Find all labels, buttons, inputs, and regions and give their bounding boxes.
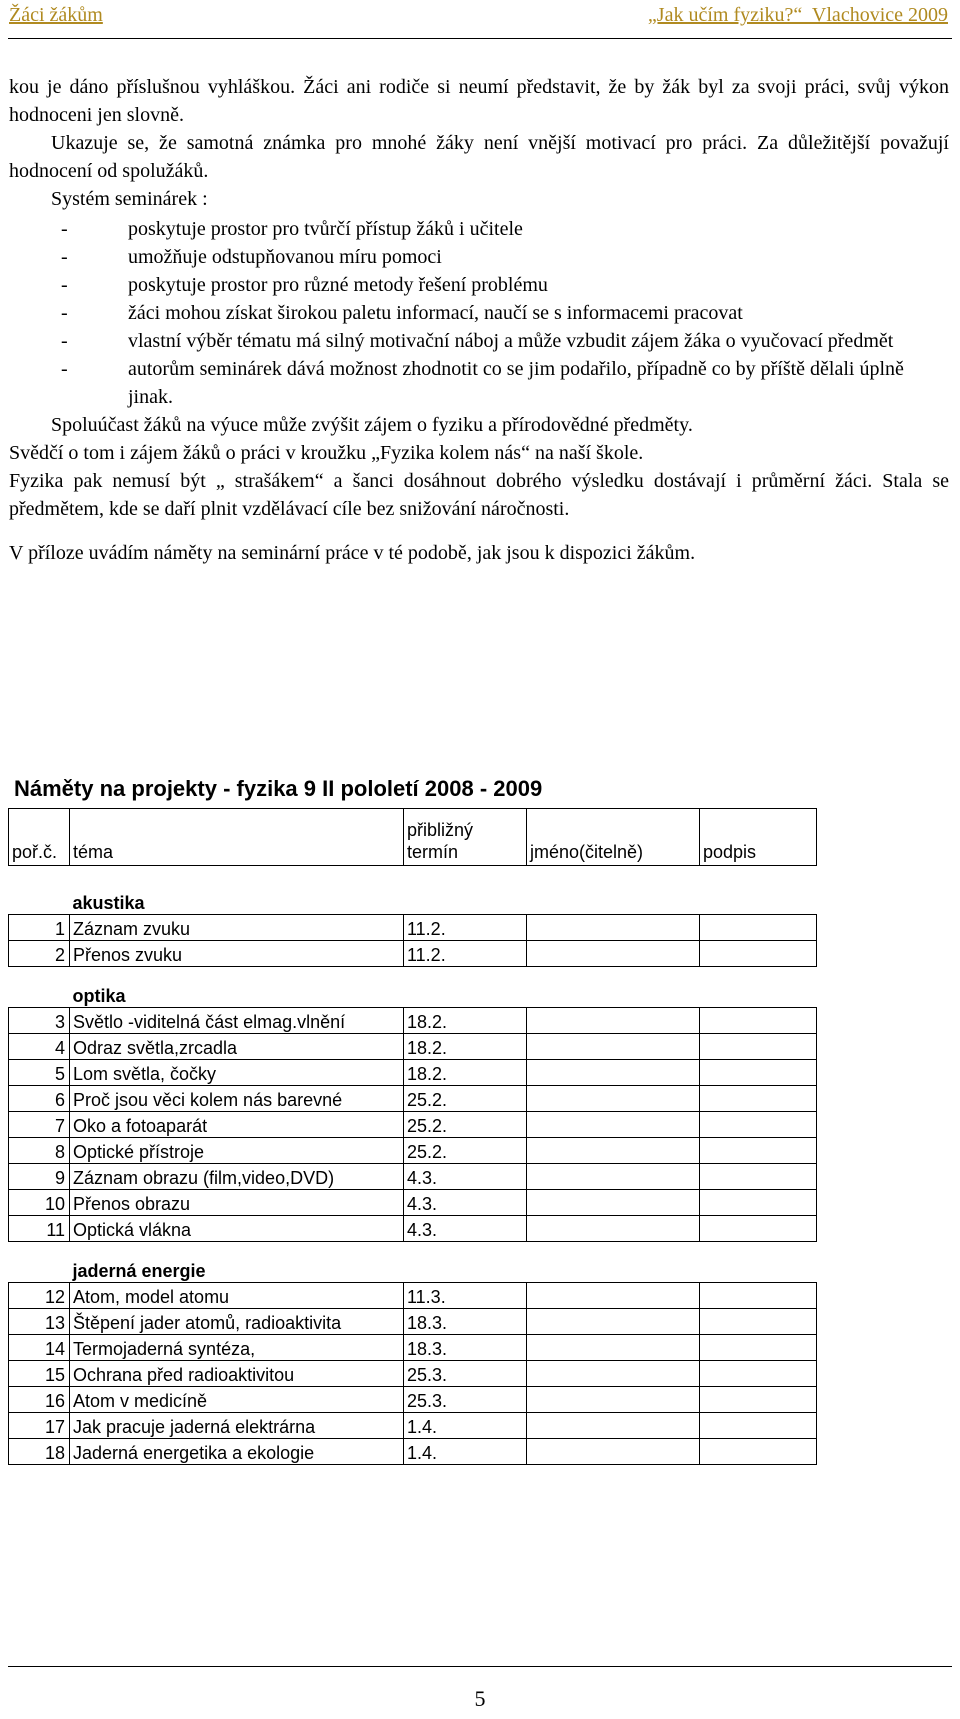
table-row xyxy=(9,1112,817,1138)
row-number: 11 xyxy=(9,1216,70,1242)
row-number: 13 xyxy=(9,1309,70,1335)
row-number: 12 xyxy=(9,1283,70,1309)
row-name-field[interactable] xyxy=(527,1138,700,1164)
list-dash: - xyxy=(61,218,68,240)
category-sign-cell xyxy=(700,978,817,1008)
row-date: 1.4. xyxy=(404,1413,527,1439)
row-date: 4.3. xyxy=(404,1216,527,1242)
row-number: 7 xyxy=(9,1112,70,1138)
row-sign-field[interactable] xyxy=(700,1361,817,1387)
row-topic: Jak pracuje jaderná elektrárna xyxy=(70,1413,404,1439)
header-num: poř.č. xyxy=(9,809,70,866)
row-topic: Světlo -viditelná část elmag.vlnění xyxy=(70,1008,404,1034)
row-name-field[interactable] xyxy=(527,1413,700,1439)
body-text xyxy=(9,73,949,567)
row-date: 11.2. xyxy=(404,941,527,967)
row-date: 18.2. xyxy=(404,1034,527,1060)
row-name-field[interactable] xyxy=(527,1361,700,1387)
spacer-cell xyxy=(700,1242,817,1254)
spacer-cell xyxy=(700,866,817,886)
row-sign-field[interactable] xyxy=(700,1190,817,1216)
list-item-text: žáci mohou získat širokou paletu informací, naučí se s informacemi pracovat xyxy=(128,302,743,324)
paragraph-6: Fyzika pak nemusí být „ strašákem“ a šanci dosáhnout dobrého výsledku dostávají i průměrní žáci. Stala se předmětem, kde se daří plnit vzdělávací cíle bez snižování náročnosti. xyxy=(9,470,949,520)
row-sign-field[interactable] xyxy=(700,1439,817,1465)
row-sign-field[interactable] xyxy=(700,941,817,967)
row-name-field[interactable] xyxy=(527,1335,700,1361)
list-item xyxy=(9,243,949,271)
table-spacer-row xyxy=(9,866,817,886)
row-number: 6 xyxy=(9,1086,70,1112)
row-name-field[interactable] xyxy=(527,1034,700,1060)
header-rule xyxy=(8,38,952,39)
list-item xyxy=(9,271,949,299)
category-date-cell xyxy=(404,885,527,915)
row-date: 18.3. xyxy=(404,1335,527,1361)
table-row xyxy=(9,941,817,967)
table-row xyxy=(9,1034,817,1060)
row-name-field[interactable] xyxy=(527,941,700,967)
table-row xyxy=(9,1216,817,1242)
row-number: 10 xyxy=(9,1190,70,1216)
row-number: 2 xyxy=(9,941,70,967)
list-dash: - xyxy=(61,274,68,296)
category-date-cell xyxy=(404,978,527,1008)
row-sign-field[interactable] xyxy=(700,1034,817,1060)
table-row xyxy=(9,1309,817,1335)
header-topic: téma xyxy=(70,809,404,866)
row-topic: Optická vlákna xyxy=(70,1216,404,1242)
list-item-text: poskytuje prostor pro tvůrčí přístup žáků i učitele xyxy=(128,218,523,240)
spacer-cell xyxy=(9,866,70,886)
row-number: 1 xyxy=(9,915,70,941)
table-spacer-row xyxy=(9,1242,817,1254)
spacer-cell xyxy=(404,967,527,979)
table-row xyxy=(9,1008,817,1034)
row-sign-field[interactable] xyxy=(700,1309,817,1335)
topics-table xyxy=(8,808,817,1465)
row-date: 18.2. xyxy=(404,1060,527,1086)
row-topic: Lom světla, čočky xyxy=(70,1060,404,1086)
category-name-cell xyxy=(527,978,700,1008)
row-sign-field[interactable] xyxy=(700,1164,817,1190)
row-date: 1.4. xyxy=(404,1439,527,1465)
row-topic: Odraz světla,zrcadla xyxy=(70,1034,404,1060)
row-date: 25.2. xyxy=(404,1112,527,1138)
row-number: 4 xyxy=(9,1034,70,1060)
list-item xyxy=(9,215,949,243)
header-name: jméno(čitelně) xyxy=(527,809,700,866)
row-sign-field[interactable] xyxy=(700,915,817,941)
row-number: 8 xyxy=(9,1138,70,1164)
row-date: 4.3. xyxy=(404,1164,527,1190)
list-item-text: umožňuje odstupňovanou míru pomoci xyxy=(128,246,442,268)
row-date: 18.3. xyxy=(404,1309,527,1335)
table-row xyxy=(9,1335,817,1361)
row-date: 18.2. xyxy=(404,1008,527,1034)
table-row xyxy=(9,1283,817,1309)
category-label: jaderná energie xyxy=(72,1261,206,1281)
list-item-text: autorům seminárek dává možnost zhodnotit co se jim podařilo, případně co by příště dělali úplně jinak. xyxy=(128,358,904,408)
header-left-title: Žáci žákům xyxy=(9,4,103,26)
row-date: 11.2. xyxy=(404,915,527,941)
paragraph-3: Systém seminárek : xyxy=(51,188,208,210)
row-topic: Oko a fotoaparát xyxy=(70,1112,404,1138)
row-topic: Záznam zvuku xyxy=(70,915,404,941)
row-name-field[interactable] xyxy=(527,1439,700,1465)
category-num-cell xyxy=(9,1253,70,1283)
row-number: 9 xyxy=(9,1164,70,1190)
row-name-field[interactable] xyxy=(527,1086,700,1112)
row-topic: Optické přístroje xyxy=(70,1138,404,1164)
list-item xyxy=(9,355,949,411)
row-topic: Přenos obrazu xyxy=(70,1190,404,1216)
category-num-cell xyxy=(9,885,70,915)
spacer-cell xyxy=(70,1242,404,1254)
page-number: 5 xyxy=(474,1686,486,1711)
section-title: Náměty na projekty - fyzika 9 II pololetí 2008 - 2009 xyxy=(14,776,543,801)
list-item xyxy=(9,299,949,327)
table-category-row xyxy=(9,978,817,1008)
category-sign-cell xyxy=(700,1253,817,1283)
row-sign-field[interactable] xyxy=(700,1387,817,1413)
list-dash: - xyxy=(61,302,68,324)
row-name-field[interactable] xyxy=(527,1008,700,1034)
row-sign-field[interactable] xyxy=(700,1283,817,1309)
list-dash: - xyxy=(61,246,68,268)
table-row xyxy=(9,1086,817,1112)
row-topic: Jaderná energetika a ekologie xyxy=(70,1439,404,1465)
row-date: 25.2. xyxy=(404,1086,527,1112)
table-row xyxy=(9,1190,817,1216)
row-name-field[interactable] xyxy=(527,1190,700,1216)
row-sign-field[interactable] xyxy=(700,1216,817,1242)
row-date: 4.3. xyxy=(404,1190,527,1216)
row-sign-field[interactable] xyxy=(700,1138,817,1164)
footer-rule xyxy=(8,1666,952,1667)
category-sign-cell xyxy=(700,885,817,915)
row-date: 25.3. xyxy=(404,1361,527,1387)
row-name-field[interactable] xyxy=(527,1387,700,1413)
paragraph-4: Spoluúčast žáků na výuce může zvýšit zájem o fyziku a přírodovědné předměty. xyxy=(51,414,693,436)
category-label: optika xyxy=(72,986,126,1006)
table-row xyxy=(9,1361,817,1387)
table-row xyxy=(9,1387,817,1413)
header-date: přibližný termín xyxy=(404,809,527,866)
table-category-row xyxy=(9,885,817,915)
row-number: 17 xyxy=(9,1413,70,1439)
list-item-text: poskytuje prostor pro různé metody řešení problému xyxy=(128,274,548,296)
row-name-field[interactable] xyxy=(527,1283,700,1309)
paragraph-5: Svědčí o tom i zájem žáků o práci v kroužku „Fyzika kolem nás“ na naší škole. xyxy=(9,442,644,464)
row-sign-field[interactable] xyxy=(700,1086,817,1112)
table-row xyxy=(9,1138,817,1164)
paragraph-7: V příloze uvádím náměty na seminární práce v té podobě, jak jsou k dispozici žákům. xyxy=(9,542,696,564)
row-sign-field[interactable] xyxy=(700,1112,817,1138)
paragraph-2: Ukazuje se, že samotná známka pro mnohé žáky není vnější motivací pro práci. Za důležitější považují hodnocení od spolužáků. xyxy=(9,132,949,182)
spacer-cell xyxy=(700,967,817,979)
spacer-cell xyxy=(527,1242,700,1254)
row-number: 18 xyxy=(9,1439,70,1465)
row-topic: Termojaderná syntéza, xyxy=(70,1335,404,1361)
row-topic: Ochrana před radioaktivitou xyxy=(70,1361,404,1387)
category-label: akustika xyxy=(72,893,145,913)
row-number: 15 xyxy=(9,1361,70,1387)
table-row xyxy=(9,1060,817,1086)
table-spacer-row xyxy=(9,967,817,979)
row-sign-field[interactable] xyxy=(700,1008,817,1034)
category-name-cell xyxy=(527,1253,700,1283)
spacer-cell xyxy=(70,866,404,886)
category-date-cell xyxy=(404,1253,527,1283)
header-right-title: „Jak učím fyziku?“ Vlachovice 2009 xyxy=(647,4,948,26)
row-topic: Atom, model atomu xyxy=(70,1283,404,1309)
spacer-cell xyxy=(404,1242,527,1254)
spacer-cell xyxy=(70,967,404,979)
spacer-cell xyxy=(404,866,527,886)
list-dash: - xyxy=(61,330,68,352)
table-row xyxy=(9,1439,817,1465)
list-dash: - xyxy=(61,358,68,380)
row-topic: Záznam obrazu (film,video,DVD) xyxy=(70,1164,404,1190)
header-sign: podpis xyxy=(700,809,817,866)
spacer-cell xyxy=(9,1242,70,1254)
table-row xyxy=(9,1413,817,1439)
seminar-list xyxy=(9,215,949,411)
table-category-row xyxy=(9,1253,817,1283)
row-date: 25.3. xyxy=(404,1387,527,1413)
row-sign-field[interactable] xyxy=(700,1060,817,1086)
row-number: 3 xyxy=(9,1008,70,1034)
row-date: 25.2. xyxy=(404,1138,527,1164)
row-sign-field[interactable] xyxy=(700,1413,817,1439)
table-row xyxy=(9,1164,817,1190)
spacer-cell xyxy=(9,967,70,979)
list-item-text: vlastní výběr tématu má silný motivační náboj a může vzbudit zájem žáka o vyučovací předmět xyxy=(128,330,894,352)
category-name-cell xyxy=(527,885,700,915)
spacer-cell xyxy=(527,967,700,979)
row-date: 11.3. xyxy=(404,1283,527,1309)
row-topic: Štěpení jader atomů, radioaktivita xyxy=(70,1309,404,1335)
row-sign-field[interactable] xyxy=(700,1335,817,1361)
row-number: 16 xyxy=(9,1387,70,1413)
row-name-field[interactable] xyxy=(527,1112,700,1138)
category-num-cell xyxy=(9,978,70,1008)
row-name-field[interactable] xyxy=(527,915,700,941)
table-row xyxy=(9,915,817,941)
row-name-field[interactable] xyxy=(527,1309,700,1335)
row-name-field[interactable] xyxy=(527,1164,700,1190)
row-topic: Přenos zvuku xyxy=(70,941,404,967)
paragraph-1: kou je dáno příslušnou vyhláškou. Žáci ani rodiče si neumí představit, že by žák byl za svoji práci, svůj výkon hodnoceni jen slovně. xyxy=(9,76,949,126)
list-item xyxy=(9,327,949,355)
row-topic: Proč jsou věci kolem nás barevné xyxy=(70,1086,404,1112)
row-topic: Atom v medicíně xyxy=(70,1387,404,1413)
row-name-field[interactable] xyxy=(527,1216,700,1242)
spacer-cell xyxy=(527,866,700,886)
row-number: 14 xyxy=(9,1335,70,1361)
row-number: 5 xyxy=(9,1060,70,1086)
row-name-field[interactable] xyxy=(527,1060,700,1086)
table-header-row xyxy=(9,809,817,866)
